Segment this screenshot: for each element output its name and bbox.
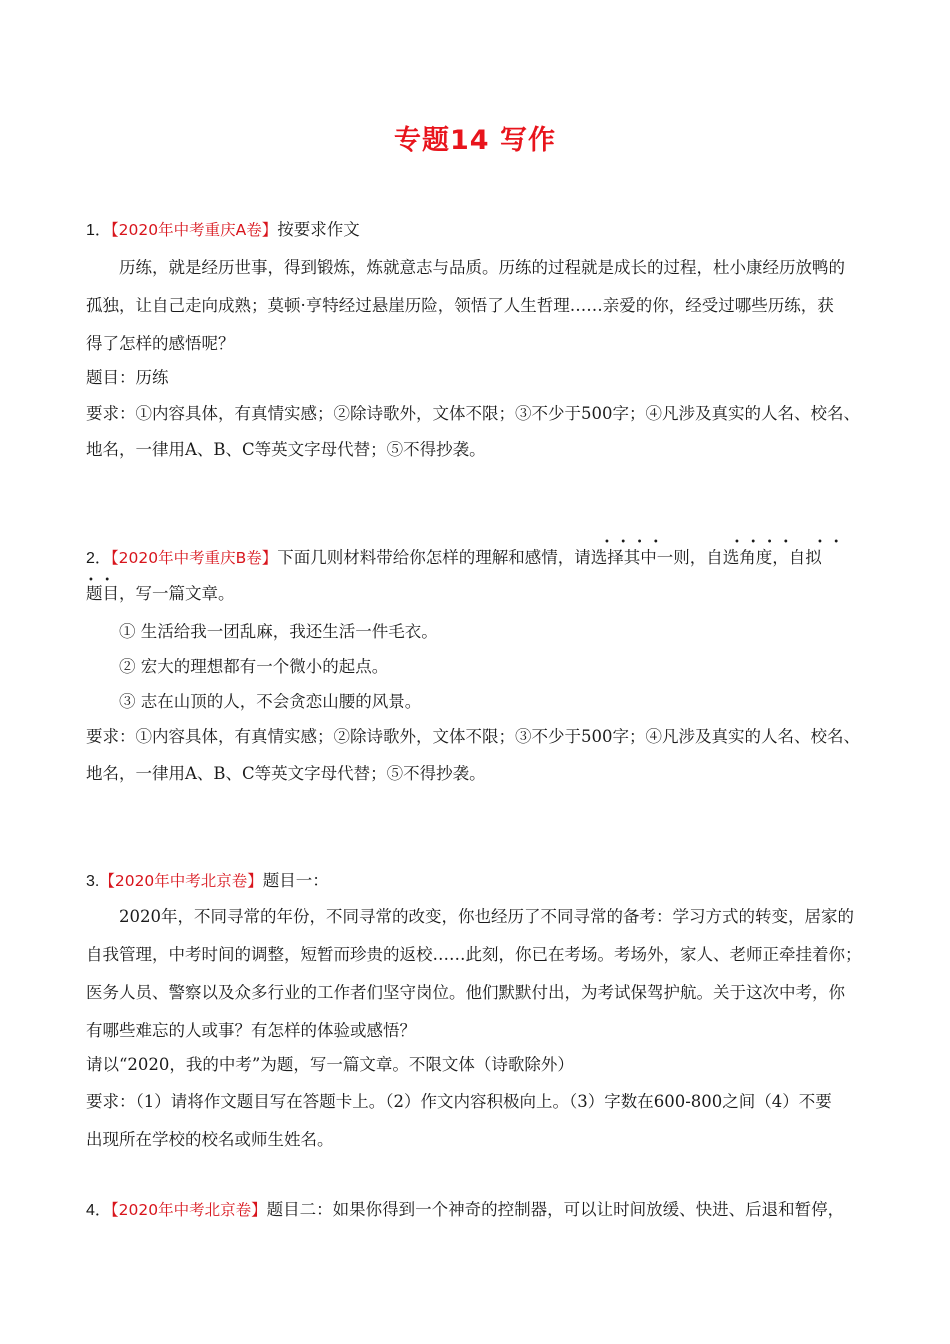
q1-header: [86, 218, 876, 243]
q2-requirement-line: 地名，一律用A、B、C等英文字母代替；⑤不得抄袭。: [86, 764, 486, 783]
q2-material-item: ① 生活给我一团乱麻，我还生活一件毛衣。: [119, 622, 438, 641]
q3-header: [86, 869, 876, 894]
q3-requirement-line: 要求：（1）请将作文题目写在答题卡上。（2）作文内容积极向上。（3）字数在600-800之间（4）不要: [86, 1092, 832, 1111]
q2-requirement-line: 要求：①内容具体，有真情实感；②除诗歌外，文体不限；③不少于500字；④凡涉及真实的人名、校名、: [86, 727, 860, 746]
q2-header: [86, 546, 876, 571]
q1-paragraph-line: 得了怎样的感悟呢？: [86, 334, 235, 353]
q3-paragraph-line: 有哪些难忘的人或事？有怎样的体验或感悟？: [86, 1021, 416, 1040]
q2-prompt: 下面几则材料带给你怎样的理解和感情，请选择其中一则，自选角度，自拟: [277, 548, 822, 567]
emphasis-dots: ••: [817, 537, 850, 548]
q1-paragraph-line: 历练，就是经历世事，得到锻炼，炼就意志与品质。历练的过程就是成长的过程，杜小康经历放鸭的: [119, 258, 845, 277]
q4-prompt: 题目二：如果你得到一个神奇的控制器，可以让时间放缓、快进、后退和暂停，: [266, 1200, 845, 1219]
q4-source: 【2020年中考北京卷】: [110, 1201, 267, 1219]
q3-paragraph-line: 2020年，不同寻常的年份，不同寻常的改变，你也经历了不同寻常的备考：学习方式的转变，居家的: [119, 907, 854, 926]
q3-task: 请以“2020，我的中考”为题，写一篇文章。不限文体（诗歌除外）: [86, 1055, 574, 1074]
q1-prompt: 按要求作文: [277, 220, 360, 239]
q1-number: 1．: [86, 222, 111, 239]
q2-material-item: ② 宏大的理想都有一个微小的起点。: [119, 657, 389, 676]
emphasis-dots: ••••: [604, 537, 670, 548]
emphasis-dots: ••••: [734, 537, 800, 548]
page-title: 专题14 写作: [394, 125, 556, 156]
q3-paragraph-line: 医务人员、警察以及众多行业的工作者们坚守岗位。他们默默付出，为考试保驾护航。关于这次中考，你: [86, 983, 845, 1002]
q3-requirement-line: 出现所在学校的校名或师生姓名。: [86, 1130, 334, 1149]
q2-prompt-line: 题目，写一篇文章。: [86, 584, 235, 603]
q3-paragraph-line: 自我管理，中考时间的调整，短暂而珍贵的返校……此刻，你已在考场。考场外，家人、老师正牵挂着你；: [86, 945, 862, 964]
q2-material-item: ③ 志在山顶的人，不会贪恋山腰的风景。: [119, 692, 422, 711]
q4-header: [86, 1198, 876, 1223]
q3-prompt: 题目一：: [262, 871, 329, 890]
q3-number: 3.: [86, 873, 100, 890]
q3-source: 【2020年中考北京卷】: [99, 872, 263, 890]
q1-source: 【2020年中考重庆A卷】: [110, 221, 278, 239]
q1-requirement-line: 要求：①内容具体，有真情实感；②除诗歌外，文体不限；③不少于500字；④凡涉及真实的人名、校名、: [86, 404, 860, 423]
q4-number: 4．: [86, 1202, 111, 1219]
q1-requirement-line: 地名，一律用A、B、C等英文字母代替；⑤不得抄袭。: [86, 440, 486, 459]
q1-topic: 题目：历练: [86, 368, 169, 387]
q1-paragraph-line: 孤独，让自己走向成熟；莫顿·亨特经过悬崖历险，领悟了人生哲理……亲爱的你，经受过哪些历练，获: [86, 296, 834, 315]
q2-number: 2．: [86, 550, 111, 567]
emphasis-dots: ••: [88, 575, 121, 586]
q2-source: 【2020年中考重庆B卷】: [110, 549, 278, 567]
